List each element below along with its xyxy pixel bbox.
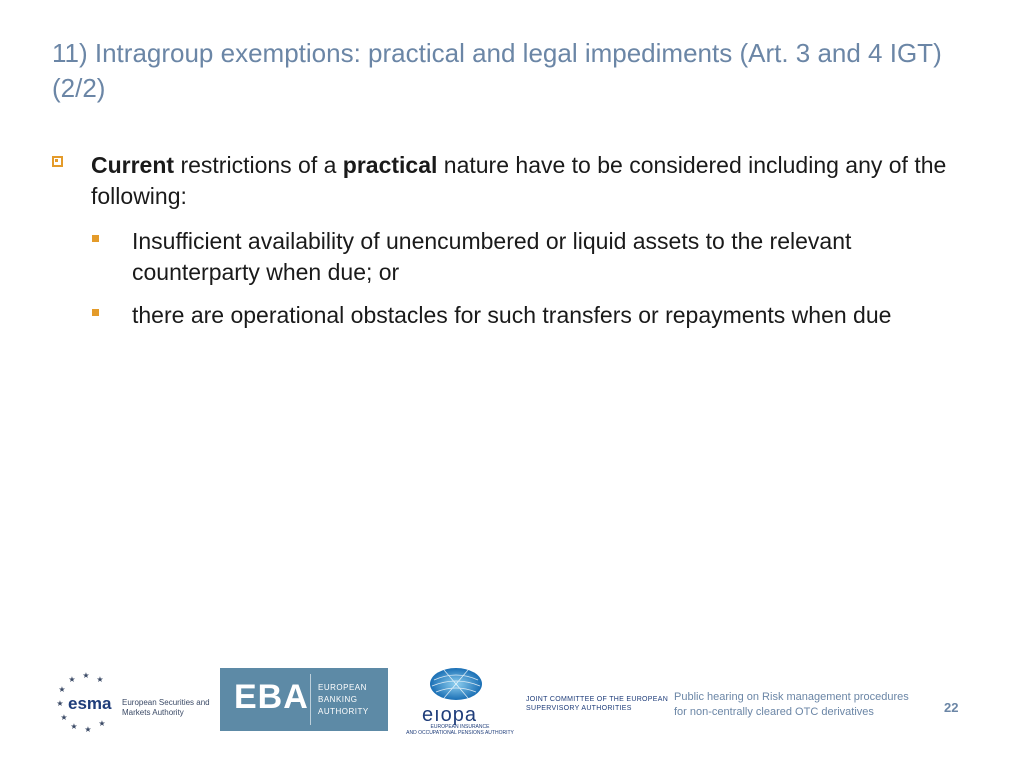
svg-text:★: ★ bbox=[82, 671, 90, 680]
svg-text:★: ★ bbox=[56, 699, 64, 708]
eba-caption bbox=[318, 682, 369, 718]
slide-title: 11) Intragroup exemptions: practical and legal impediments (Art. 3 and 4 IGT) (2/2) bbox=[52, 38, 942, 103]
sub-bullet-text: there are operational obstacles for such transfers or repayments when due bbox=[132, 302, 892, 328]
text-part: nature have to be considered including any of the following: bbox=[91, 152, 947, 209]
eiopa-line: EUROPEAN INSURANCE bbox=[430, 724, 490, 730]
joint-line: JOINT COMMITTEE OF THE EUROPEAN bbox=[526, 696, 669, 703]
eiopa-logo bbox=[404, 666, 516, 736]
footer-caption-line: for non-centrally cleared OTC derivatives bbox=[674, 706, 874, 718]
svg-text:★: ★ bbox=[60, 713, 68, 722]
eba-wordmark: EBA bbox=[234, 678, 309, 716]
esma-line: European Securities and bbox=[122, 698, 210, 707]
esma-line: Markets Authority bbox=[122, 708, 184, 717]
svg-text:★: ★ bbox=[84, 725, 92, 732]
bold-practical: practical bbox=[342, 152, 438, 178]
hollow-square-bullet-icon bbox=[52, 156, 63, 167]
footer-caption-line: Public hearing on Risk management procedures bbox=[674, 691, 909, 703]
esma-logo bbox=[52, 668, 212, 732]
eiopa-globe-icon bbox=[404, 666, 516, 706]
sub-bullet-text: Insufficient availability of unencumbered or liquid assets to the relevant counterparty when due; or bbox=[132, 228, 852, 285]
esma-caption bbox=[122, 698, 210, 718]
page-number: 22 bbox=[944, 700, 959, 715]
eba-line: AUTHORITY bbox=[318, 707, 369, 716]
esma-stars-icon bbox=[52, 668, 122, 732]
footer-caption bbox=[674, 690, 909, 720]
main-bullet-text bbox=[91, 150, 981, 212]
eba-line: EUROPEAN bbox=[318, 683, 367, 692]
joint-committee-label bbox=[526, 695, 668, 713]
square-bullet-icon bbox=[92, 235, 99, 242]
svg-text:★: ★ bbox=[68, 675, 76, 684]
eiopa-line: AND OCCUPATIONAL PENSIONS AUTHORITY bbox=[406, 730, 514, 736]
svg-text:★: ★ bbox=[98, 719, 106, 728]
eba-logo bbox=[220, 668, 388, 731]
eba-line: BANKING bbox=[318, 695, 358, 704]
eiopa-wordmark: eıopa bbox=[422, 704, 478, 726]
eiopa-caption bbox=[404, 724, 516, 736]
joint-line: SUPERVISORY AUTHORITIES bbox=[526, 705, 632, 712]
esma-wordmark: esma bbox=[68, 694, 112, 713]
footer bbox=[0, 660, 1024, 740]
text-part: restrictions of a bbox=[174, 152, 343, 178]
svg-text:★: ★ bbox=[70, 722, 78, 731]
eba-divider bbox=[310, 674, 311, 725]
square-bullet-icon bbox=[92, 309, 99, 316]
svg-text:★: ★ bbox=[96, 675, 104, 684]
svg-text:★: ★ bbox=[58, 685, 66, 694]
bold-current: Current bbox=[91, 152, 175, 178]
